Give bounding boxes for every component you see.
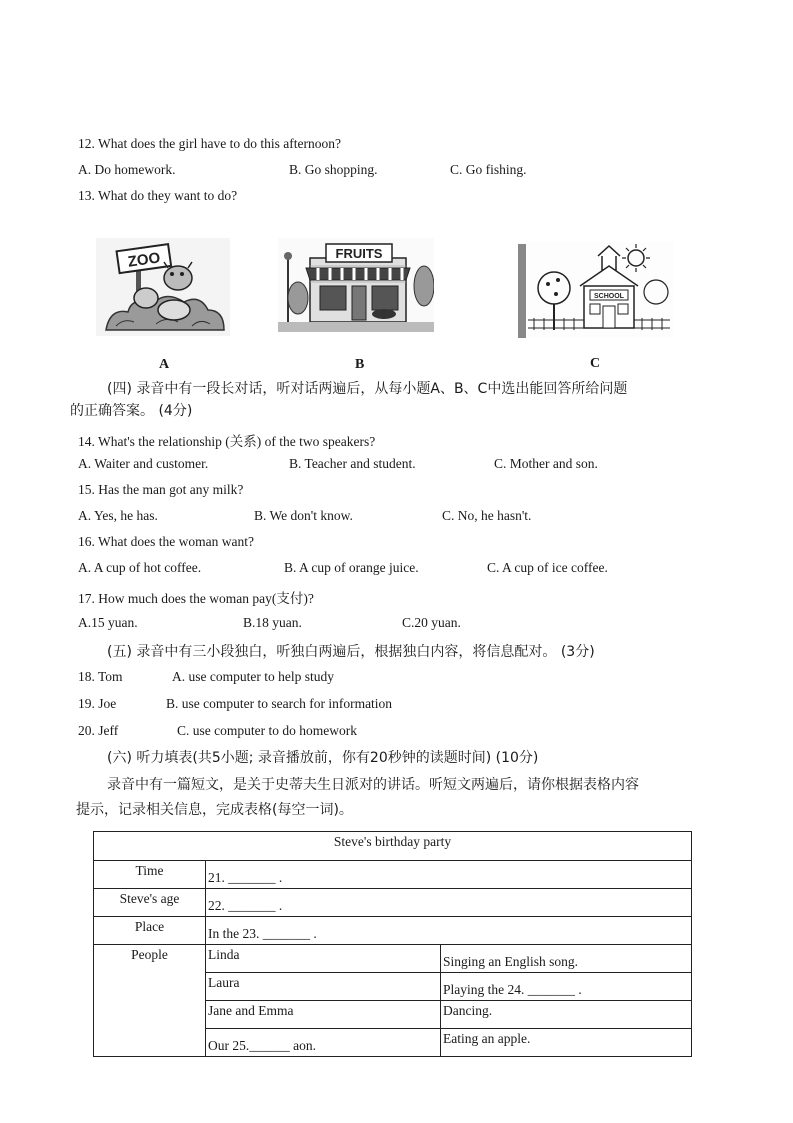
person-blank-25[interactable]: Our 25.______ aon.: [206, 1029, 441, 1057]
person-linda: Linda: [206, 945, 441, 973]
picture-label-b: B: [355, 357, 365, 372]
question-16: 16. What does the woman want?: [78, 534, 254, 549]
age-blank-22[interactable]: 22. _______ .: [206, 889, 692, 917]
section-4-heading-line2: 的正确答案。 (4分): [70, 403, 193, 419]
place-label: Place: [94, 917, 206, 945]
match-name-19: 19. Joe: [78, 696, 117, 711]
question-15: 15. Has the man got any milk?: [78, 482, 244, 497]
match-option-c: C. use computer to do homework: [177, 723, 357, 738]
table-title: Steve's birthday party: [94, 832, 692, 861]
section-6-intro-line2: 提示，记录相关信息，完成表格(每空一词)。: [76, 802, 353, 818]
q15-option-c: C. No, he hasn't.: [442, 508, 532, 523]
question-17: 17. How much does the woman pay(支付)?: [78, 591, 314, 606]
match-option-b: B. use computer to search for information: [166, 696, 393, 711]
school-picture: [518, 242, 674, 338]
q17-option-b: B.18 yuan.: [243, 615, 302, 630]
q17-option-a: A.15 yuan.: [78, 615, 138, 630]
q16-option-a: A. A cup of hot coffee.: [78, 560, 202, 575]
q15-option-b: B. We don't know.: [254, 508, 353, 523]
person-laura: Laura: [206, 973, 441, 1001]
section-6-intro-line1: 录音中有一篇短文，是关于史蒂夫生日派对的讲话。听短文两遍后，请你根据表格内容: [107, 777, 639, 793]
activity-blank-24[interactable]: Playing the 24. _______ .: [441, 973, 692, 1001]
place-blank-23[interactable]: In the 23. _______ .: [206, 917, 692, 945]
section-5-heading: (五) 录音中有三小段独白，听独白两遍后，根据独白内容，将信息配对。 (3分): [107, 644, 595, 660]
match-option-a: A. use computer to help study: [172, 669, 334, 684]
time-blank-21[interactable]: 21. _______ .: [206, 861, 692, 889]
question-13: 13. What do they want to do?: [78, 188, 238, 203]
picture-label-c: C: [590, 356, 601, 371]
q15-option-a: A. Yes, he has.: [78, 508, 158, 523]
school-sign-text: SCHOOL: [594, 293, 624, 300]
birthday-party-table: [93, 831, 692, 1057]
q16-option-c: C. A cup of ice coffee.: [487, 560, 608, 575]
activity-eating: Eating an apple.: [441, 1029, 692, 1057]
question-12: 12. What does the girl have to do this afternoon?: [78, 136, 341, 151]
q12-option-a: A. Do homework.: [78, 162, 176, 177]
q14-option-b: B. Teacher and student.: [289, 456, 416, 471]
picture-label-a: A: [159, 357, 170, 372]
q12-option-c: C. Go fishing.: [450, 162, 527, 177]
question-14: 14. What's the relationship (关系) of the two speakers?: [78, 434, 376, 449]
fruits-sign-text: FRUITS: [335, 246, 383, 261]
zoo-picture: [96, 238, 230, 336]
q12-option-b: B. Go shopping.: [289, 162, 378, 177]
q14-option-a: A. Waiter and customer.: [78, 456, 209, 471]
time-label: Time: [94, 861, 206, 889]
q17-option-c: C.20 yuan.: [402, 615, 461, 630]
activity-linda: Singing an English song.: [441, 945, 692, 973]
section-4-heading-line1: (四) 录音中有一段长对话，听对话两遍后，从每小题A、B、C中选出能回答所给问题: [107, 381, 628, 397]
activity-jane-emma: Dancing.: [441, 1001, 692, 1029]
age-label: Steve's age: [94, 889, 206, 917]
section-6-heading: (六) 听力填表(共5小题; 录音播放前，你有20秒钟的读题时间) (10分): [107, 750, 539, 766]
q16-option-b: B. A cup of orange juice.: [284, 560, 419, 575]
zoo-sign-text: ZOO: [126, 249, 162, 271]
fruit-shop-picture: [278, 238, 434, 332]
match-name-20: 20. Jeff: [78, 723, 119, 738]
people-label: People: [94, 945, 206, 1057]
match-name-18: 18. Tom: [78, 669, 123, 684]
person-jane-emma: Jane and Emma: [206, 1001, 441, 1029]
q14-option-c: C. Mother and son.: [494, 456, 598, 471]
